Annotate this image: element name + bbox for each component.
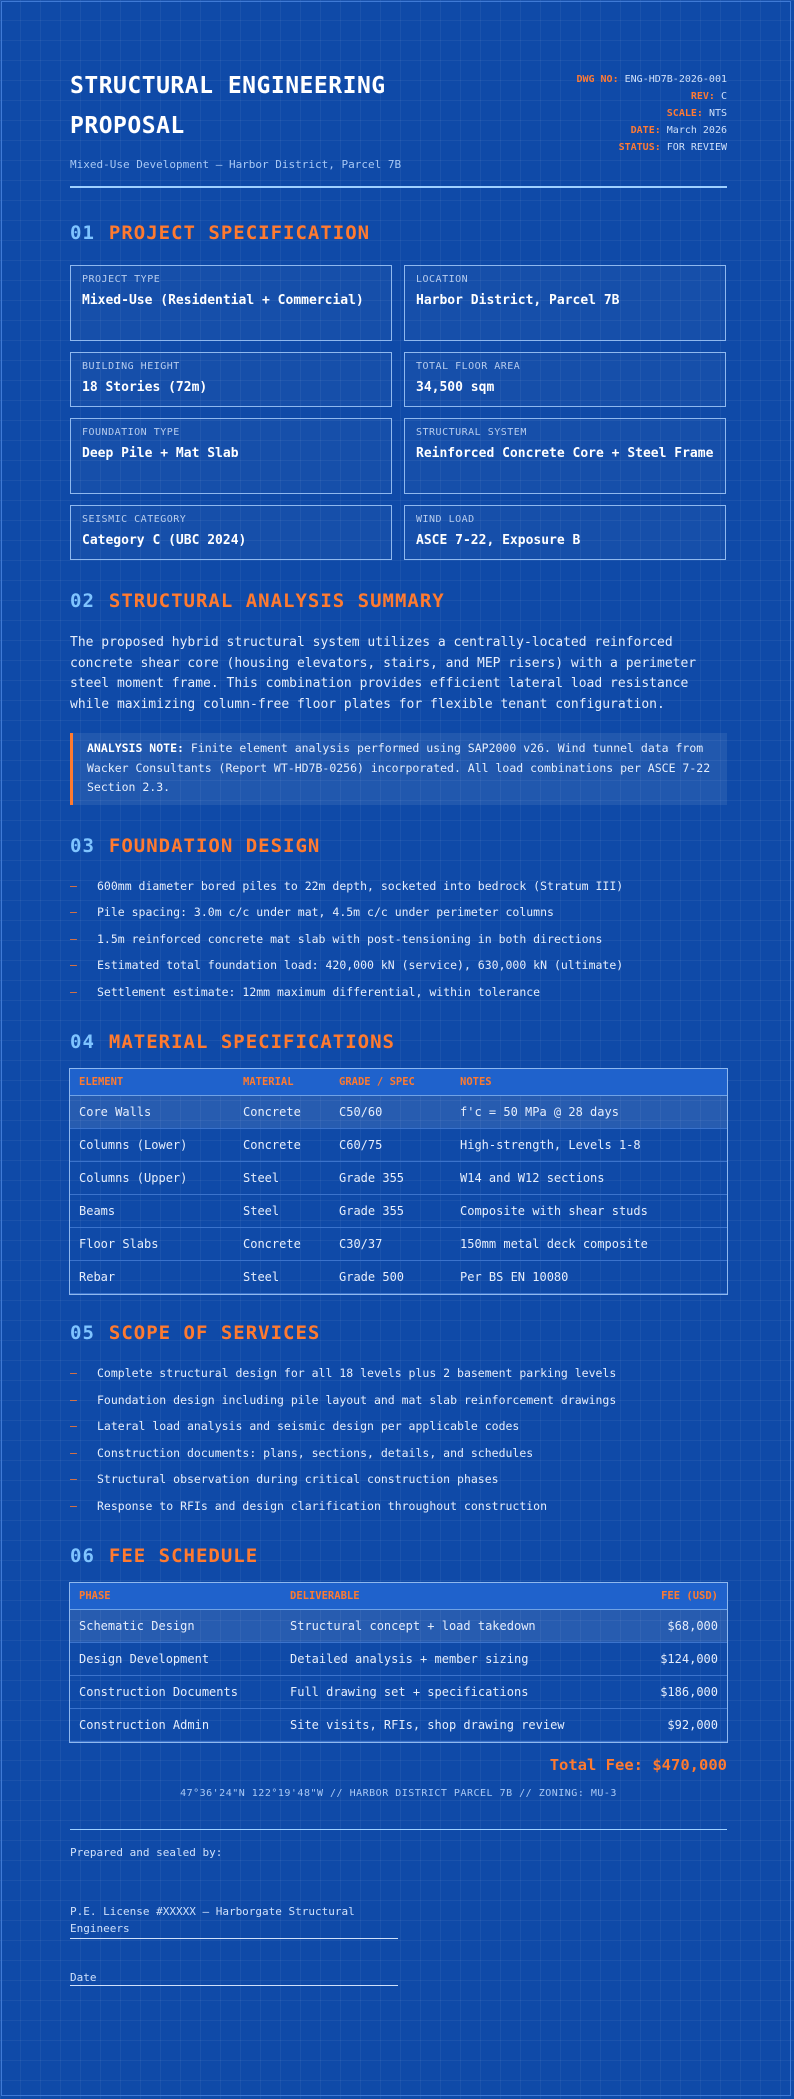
table-row: Columns (Upper) Steel Grade 355 W14 and W12 sections <box>70 1162 727 1195</box>
foundation-list <box>70 873 727 1006</box>
section-material-specifications <box>70 1031 727 1053</box>
section-structural-analysis <box>70 590 727 612</box>
prepared-by-label: Prepared and sealed by: <box>70 1846 223 1859</box>
list-item: — Complete structural design for all 18 levels plus 2 basement parking levels <box>70 1366 617 1380</box>
meta-dwg-no: DWG NO: ENG-HD7B-2026-001 <box>576 74 727 85</box>
list-item: — Response to RFIs and design clarification throughout construction <box>70 1498 548 1513</box>
spec-card-wind-load: WIND LOAD ASCE 7-22, Exposure B <box>404 505 726 560</box>
section-number: 01 <box>70 222 95 244</box>
list-item: — 1.5m reinforced concrete mat slab with post-tensioning in both directions <box>70 931 603 946</box>
list-item: — Structural observation during critical construction phases <box>70 1472 499 1486</box>
list-item: — Pile spacing: 3.0m c/c under mat, 4.5m c/c under perimeter columns <box>70 905 554 919</box>
list-item: — Settlement estimate: 12mm maximum differential, within tolerance <box>70 984 541 999</box>
table-header-row <box>70 1069 727 1096</box>
document-header <box>70 66 727 188</box>
table-header-row <box>70 1583 727 1610</box>
spec-card-location: LOCATION Harbor District, Parcel 7B <box>404 265 726 341</box>
column-header: ELEMENT <box>70 1069 234 1096</box>
section-heading: SCOPE OF SERVICES <box>108 1322 321 1344</box>
table-row: Core Walls Concrete C50/60 f'c = 50 MPa @ 28 days <box>70 1096 727 1129</box>
table-row: Rebar Steel Grade 500 Per BS EN 10080 <box>70 1261 727 1294</box>
list-item: — 600mm diameter bored piles to 22m depth, socketed into bedrock (Stratum III) <box>70 878 624 893</box>
section-fee-schedule <box>70 1545 727 1567</box>
column-header: DELIVERABLE <box>281 1583 609 1610</box>
analysis-paragraph: The proposed hybrid structural system utilizes a centrally-located reinforced concrete shear core (housing elevators, stairs, and MEP risers) with a perimeter steel moment frame. This combination provides efficient lateral load resistance while maximizing column-free floor plates for flexible tenant configuration. <box>70 635 697 712</box>
scope-list <box>70 1360 727 1519</box>
table-row: Floor Slabs Concrete C30/37 150mm metal deck composite <box>70 1228 727 1261</box>
spec-card-building-height: BUILDING HEIGHT 18 Stories (72m) <box>70 352 392 407</box>
proposal-content <box>70 66 727 1986</box>
section-number: 02 <box>70 590 95 612</box>
table-row: Design Development Detailed analysis + member sizing $124,000 <box>70 1643 727 1676</box>
list-item: — Lateral load analysis and seismic design per applicable codes <box>70 1419 520 1433</box>
table-row: Beams Steel Grade 355 Composite with shear studs <box>70 1195 727 1228</box>
spec-card-foundation-type: FOUNDATION TYPE Deep Pile + Mat Slab <box>70 418 392 494</box>
spec-card-floor-area: TOTAL FLOOR AREA 34,500 sqm <box>404 352 726 407</box>
table-row: Schematic Design Structural concept + load takedown $68,000 <box>70 1610 727 1643</box>
section-heading: FEE SCHEDULE <box>108 1545 259 1567</box>
section-heading: FOUNDATION DESIGN <box>108 834 321 857</box>
materials-table <box>70 1069 727 1294</box>
section-foundation-design <box>70 835 727 857</box>
document-subtitle: Mixed-Use Development — Harbor District, Parcel 7B <box>70 158 402 171</box>
column-header: GRADE / SPEC <box>330 1069 451 1096</box>
list-item: — Estimated total foundation load: 420,000 kN (service), 630,000 kN (ultimate) <box>70 958 624 972</box>
section-number: 03 <box>70 834 95 857</box>
license-signature-line: P.E. License #XXXXX — Harborgate Structural Engineers <box>70 1903 398 1939</box>
meta-status: STATUS: FOR REVIEW <box>618 142 727 153</box>
table-row: Construction Admin Site visits, RFIs, shop drawing review $92,000 <box>70 1709 727 1742</box>
analysis-note-label: ANALYSIS NOTE: <box>87 741 184 755</box>
total-fee: Total Fee: $470,000 <box>549 1756 727 1774</box>
section-number: 04 <box>70 1031 95 1053</box>
section-number: 06 <box>70 1545 95 1567</box>
column-header: FEE (USD) <box>609 1583 727 1610</box>
meta-date: DATE: March 2026 <box>630 125 727 136</box>
table-row: Columns (Lower) Concrete C60/75 High-strength, Levels 1-8 <box>70 1129 727 1162</box>
fee-table <box>70 1583 727 1742</box>
document-title: STRUCTURAL ENGINEERING PROPOSAL <box>70 73 386 139</box>
list-item: — Construction documents: plans, sections, details, and schedules <box>70 1445 534 1460</box>
site-coordinates: 47°36'24"N 122°19'48"W // HARBOR DISTRICT PARCEL 7B // ZONING: MU-3 <box>180 1788 617 1799</box>
section-project-specification <box>70 222 727 244</box>
section-heading: MATERIAL SPECIFICATIONS <box>108 1031 395 1053</box>
spec-card-project-type: PROJECT TYPE Mixed-Use (Residential + Commercial) <box>70 265 392 341</box>
section-scope-of-services <box>70 1322 727 1344</box>
date-signature-line: Date <box>70 1971 398 1986</box>
signature-divider <box>70 1829 727 1830</box>
drawing-meta-block <box>567 71 727 156</box>
list-item: — Foundation design including pile layout and mat slab reinforcement drawings <box>70 1392 617 1407</box>
analysis-note-text: Finite element analysis performed using SAP2000 v26. Wind tunnel data from Wacker Consultants (Report WT-HD7B-0256) incorporated. All load combinations per ASCE 7-22 Section 2.3. <box>87 741 711 794</box>
section-heading: PROJECT SPECIFICATION <box>108 222 371 244</box>
table-row: Construction Documents Full drawing set + specifications $186,000 <box>70 1676 727 1709</box>
column-header: PHASE <box>70 1583 281 1610</box>
spec-card-seismic-category: SEISMIC CATEGORY Category C (UBC 2024) <box>70 505 392 560</box>
section-heading: STRUCTURAL ANALYSIS SUMMARY <box>108 590 445 612</box>
meta-rev: REV: C <box>690 91 727 102</box>
column-header: MATERIAL <box>234 1069 330 1096</box>
spec-card-structural-system: STRUCTURAL SYSTEM Reinforced Concrete Core + Steel Frame <box>404 418 726 494</box>
analysis-note <box>70 733 727 805</box>
spec-grid <box>70 265 727 560</box>
column-header: NOTES <box>451 1069 727 1096</box>
meta-scale: SCALE: NTS <box>666 108 727 119</box>
section-number: 05 <box>70 1322 95 1344</box>
proposal-page <box>1 1 791 2096</box>
